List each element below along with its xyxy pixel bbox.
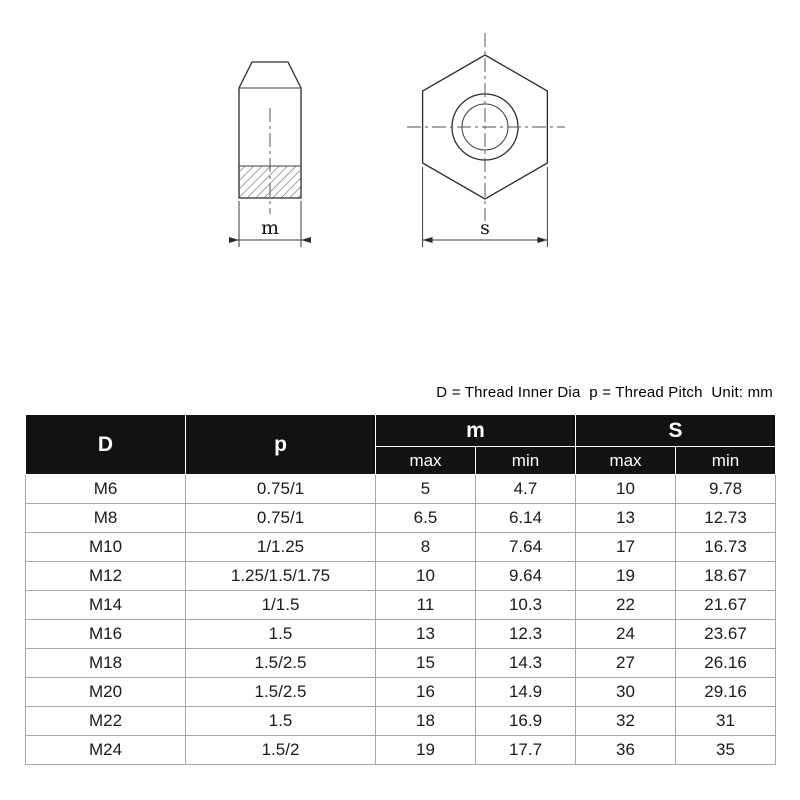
cell-d: M10: [26, 533, 186, 562]
cell-d: M14: [26, 591, 186, 620]
side-view-drawing: [225, 50, 375, 260]
table-row: [26, 562, 776, 591]
cell-d: M24: [26, 736, 186, 765]
table-body: [26, 475, 776, 765]
cell-s_max: 27: [576, 649, 676, 678]
cell-p: 1.5: [186, 620, 376, 649]
cell-p: 1/1.5: [186, 591, 376, 620]
cell-m_min: 4.7: [476, 475, 576, 504]
dimension-s-label: s: [480, 217, 490, 239]
header-d: D: [26, 415, 186, 475]
table-row: [26, 678, 776, 707]
cell-m_min: 7.64: [476, 533, 576, 562]
cell-m_max: 11: [376, 591, 476, 620]
cell-s_min: 31: [676, 707, 776, 736]
cell-s_min: 35: [676, 736, 776, 765]
cell-m_max: 18: [376, 707, 476, 736]
cell-m_min: 12.3: [476, 620, 576, 649]
cell-d: M18: [26, 649, 186, 678]
cell-p: 0.75/1: [186, 504, 376, 533]
cell-p: 1.5/2.5: [186, 649, 376, 678]
cell-s_max: 22: [576, 591, 676, 620]
cell-p: 1.5: [186, 707, 376, 736]
table-row: [26, 707, 776, 736]
cell-d: M12: [26, 562, 186, 591]
cell-m_min: 6.14: [476, 504, 576, 533]
cell-m_min: 16.9: [476, 707, 576, 736]
cell-m_min: 17.7: [476, 736, 576, 765]
cell-s_min: 18.67: [676, 562, 776, 591]
table-row: [26, 649, 776, 678]
arrow-left-icon: [423, 237, 433, 243]
header-s: S: [576, 415, 776, 447]
cell-s_max: 24: [576, 620, 676, 649]
arrow-right-icon: [537, 237, 547, 243]
subheader-m-max: max: [376, 447, 476, 475]
cell-m_max: 8: [376, 533, 476, 562]
cell-s_min: 29.16: [676, 678, 776, 707]
dimension-m-label: m: [260, 217, 280, 239]
spec-table: [25, 414, 776, 765]
cell-d: M22: [26, 707, 186, 736]
table-row: [26, 736, 776, 765]
cell-d: M8: [26, 504, 186, 533]
header-p: p: [186, 415, 376, 475]
cell-m_min: 14.9: [476, 678, 576, 707]
cell-m_max: 5: [376, 475, 476, 504]
cell-p: 1.25/1.5/1.75: [186, 562, 376, 591]
cell-m_min: 9.64: [476, 562, 576, 591]
table-row: [26, 620, 776, 649]
cell-s_max: 32: [576, 707, 676, 736]
cell-d: M6: [26, 475, 186, 504]
header-m: m: [376, 415, 576, 447]
cell-s_min: 21.67: [676, 591, 776, 620]
cell-p: 0.75/1: [186, 475, 376, 504]
cell-m_min: 10.3: [476, 591, 576, 620]
cell-p: 1.5/2: [186, 736, 376, 765]
cell-p: 1/1.25: [186, 533, 376, 562]
cell-m_min: 14.3: [476, 649, 576, 678]
table-row: [26, 591, 776, 620]
cell-s_max: 13: [576, 504, 676, 533]
cell-s_max: 36: [576, 736, 676, 765]
subheader-s-min: min: [676, 447, 776, 475]
cell-s_min: 26.16: [676, 649, 776, 678]
table-row: [26, 533, 776, 562]
cell-m_max: 10: [376, 562, 476, 591]
cell-p: 1.5/2.5: [186, 678, 376, 707]
cell-s_max: 17: [576, 533, 676, 562]
front-view-drawing: [405, 25, 575, 260]
cell-s_max: 19: [576, 562, 676, 591]
subheader-m-min: min: [476, 447, 576, 475]
cell-s_min: 9.78: [676, 475, 776, 504]
arrow-right-icon: [301, 237, 311, 243]
cell-m_max: 15: [376, 649, 476, 678]
header-row-main: [26, 415, 776, 447]
cell-s_min: 23.67: [676, 620, 776, 649]
cell-m_max: 19: [376, 736, 476, 765]
arrow-left-icon: [229, 237, 239, 243]
legend-note: D = Thread Inner Dia p = Thread Pitch Unit: mm: [436, 384, 773, 401]
subheader-s-max: max: [576, 447, 676, 475]
cell-s_max: 30: [576, 678, 676, 707]
table-row: [26, 504, 776, 533]
cell-d: M20: [26, 678, 186, 707]
cell-m_max: 13: [376, 620, 476, 649]
table-header: [26, 415, 776, 475]
cell-s_min: 16.73: [676, 533, 776, 562]
cell-m_max: 16: [376, 678, 476, 707]
cell-d: M16: [26, 620, 186, 649]
cell-m_max: 6.5: [376, 504, 476, 533]
table-row: [26, 475, 776, 504]
cell-s_min: 12.73: [676, 504, 776, 533]
cell-s_max: 10: [576, 475, 676, 504]
